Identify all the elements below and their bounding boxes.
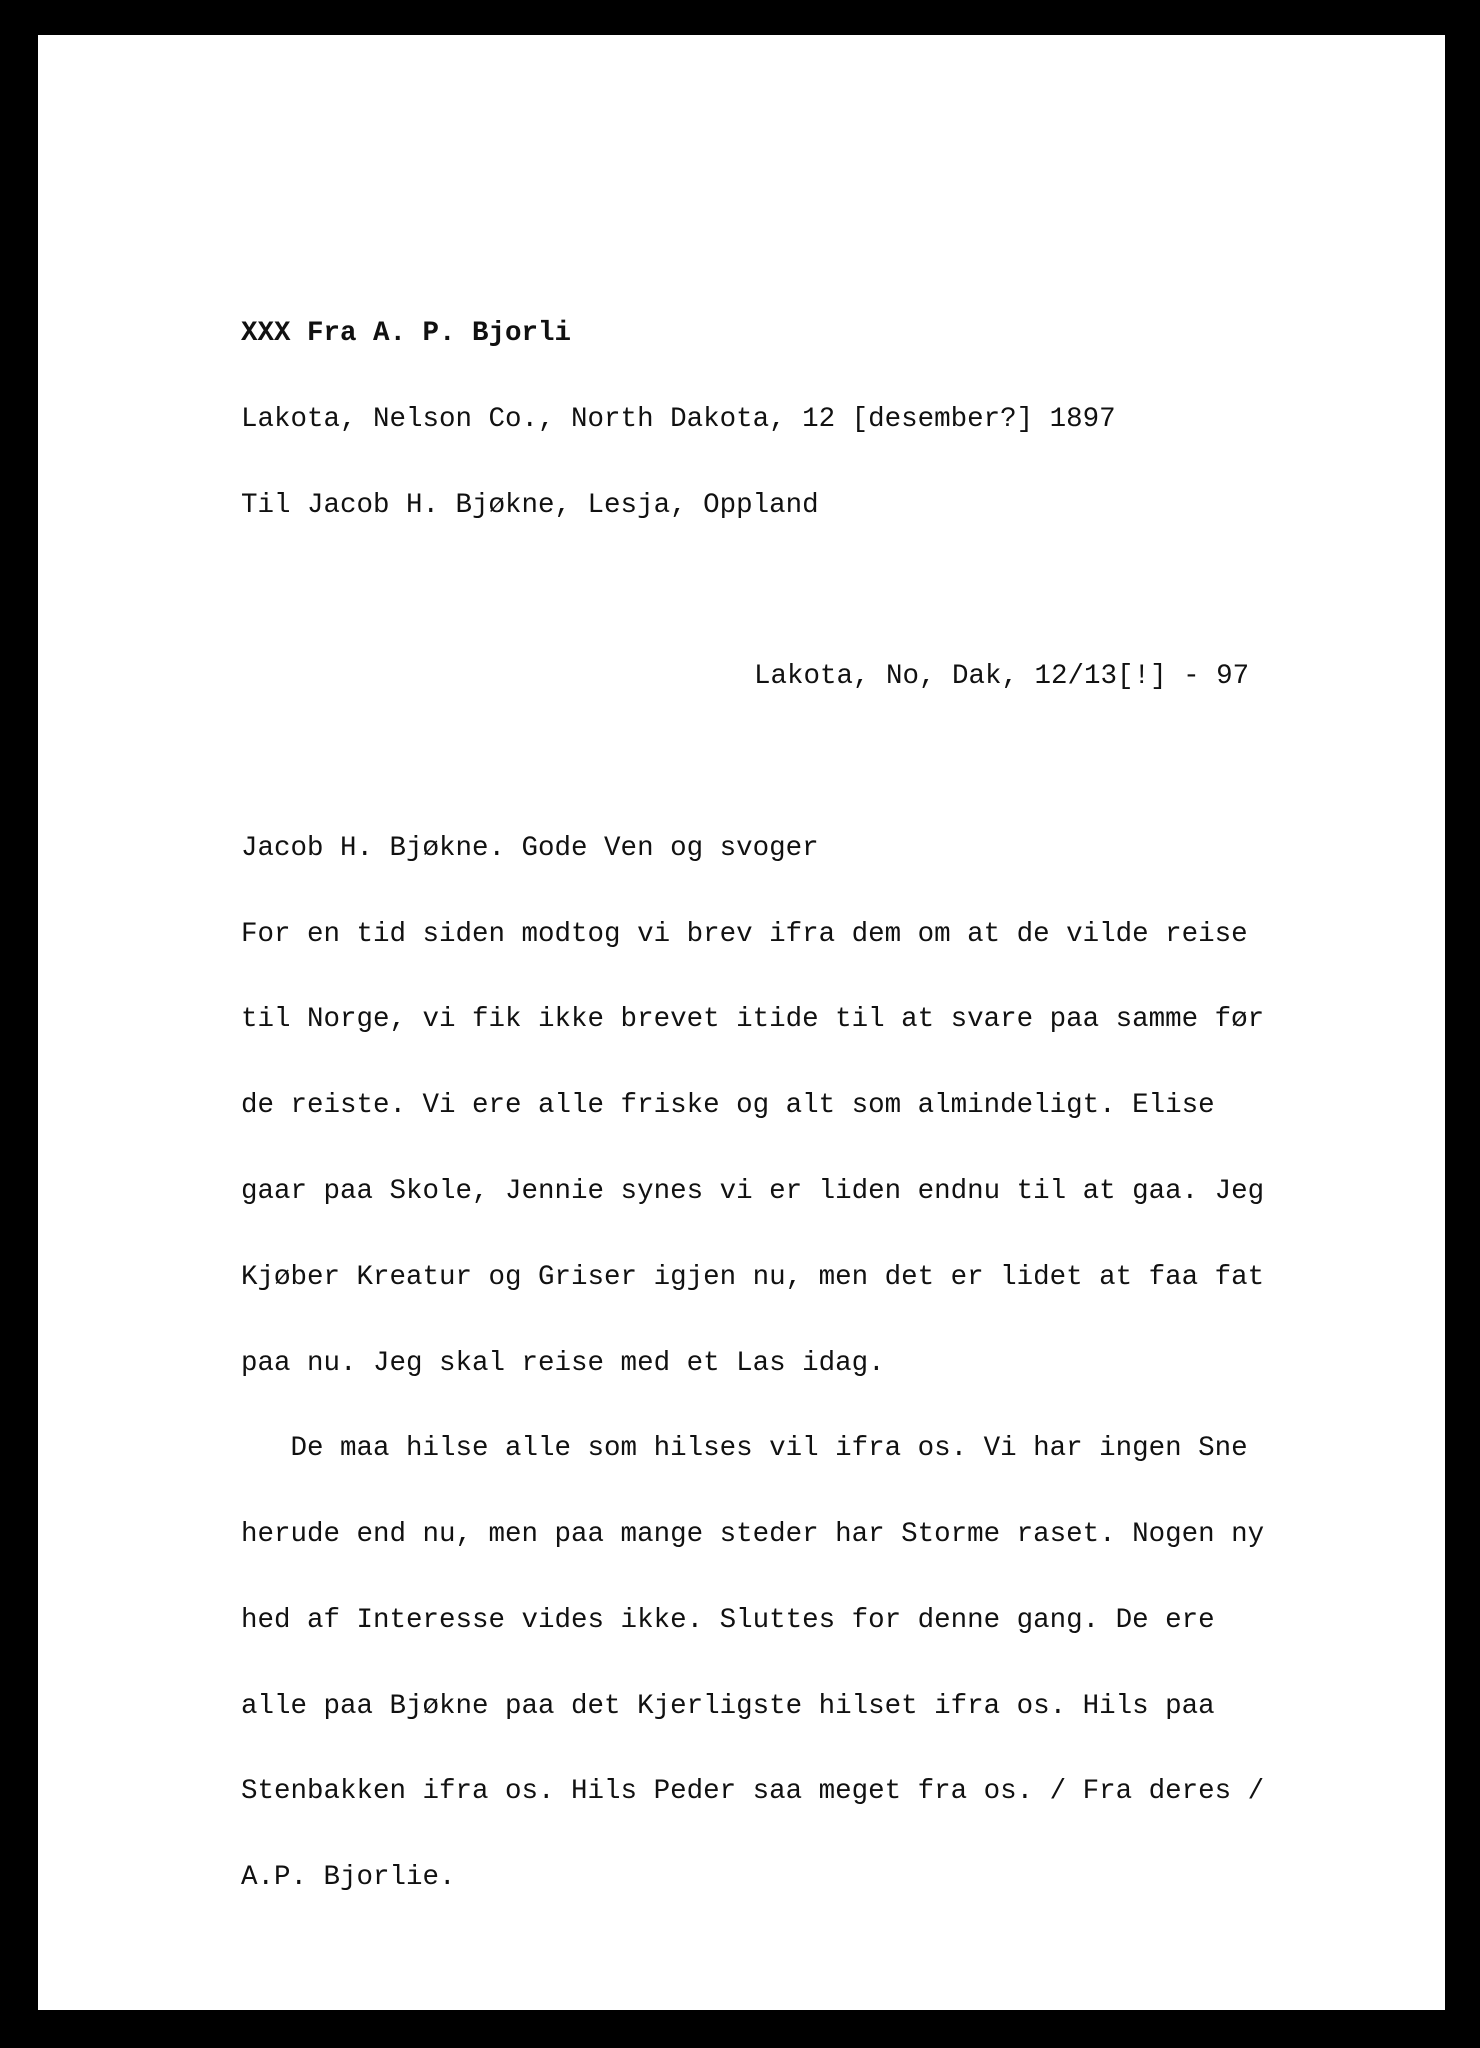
body-line: de reiste. Vi ere alle friske og alt som almindeligt. Elise [241,1090,1215,1122]
body-line: gaar paa Skole, Jennie synes vi er liden endnu til at gaa. Jeg [241,1176,1265,1207]
salutation: Jacob H. Bjøkne. Gode Ven og svoger [241,832,819,864]
body-line: paa nu. Jeg skal reise med et Las idag. [241,1347,885,1379]
body-line: alle paa Bjøkne paa det Kjerligste hilset ifra os. Hils paa [241,1690,1215,1722]
body-line: Stenbakken ifra os. Hils Peder saa meget fra os. / Fra deres / [241,1776,1265,1808]
body-line: til Norge, vi fik ikke brevet itide til at svare paa samme før [241,1004,1265,1036]
blank-line [241,749,1264,778]
body-line: De maa hilse alle som hilses vil ifra os. Vi har ingen Sne [241,1433,1248,1465]
blank-line [241,578,1264,607]
letter-dateline: Lakota, No, Dak, 12/13[!] - 97 [754,661,1250,693]
body-line: hed af Interesse vides ikke. Sluttes for denne gang. De ere [241,1604,1215,1636]
body-line: For en tid siden modtog vi brev ifra dem om at de vilde reise [241,918,1248,950]
recipient-line: Til Jacob H. Bjøkne, Lesja, Oppland [241,489,819,521]
body-line: Kjøber Kreatur og Griser igjen nu, men det er lidet at faa fat [241,1261,1265,1293]
body-line: herude end nu, men paa mange steder har Storme raset. Nogen ny [241,1519,1265,1551]
document-title: XXX Fra A. P. Bjorli [241,318,572,350]
signature-line: A.P. Bjorlie. [241,1862,456,1894]
letter-transcription [241,263,1264,1950]
document-page [38,35,1445,2010]
place-date-line: Lakota, Nelson Co., North Dakota, 12 [desember?] 1897 [241,403,1116,435]
